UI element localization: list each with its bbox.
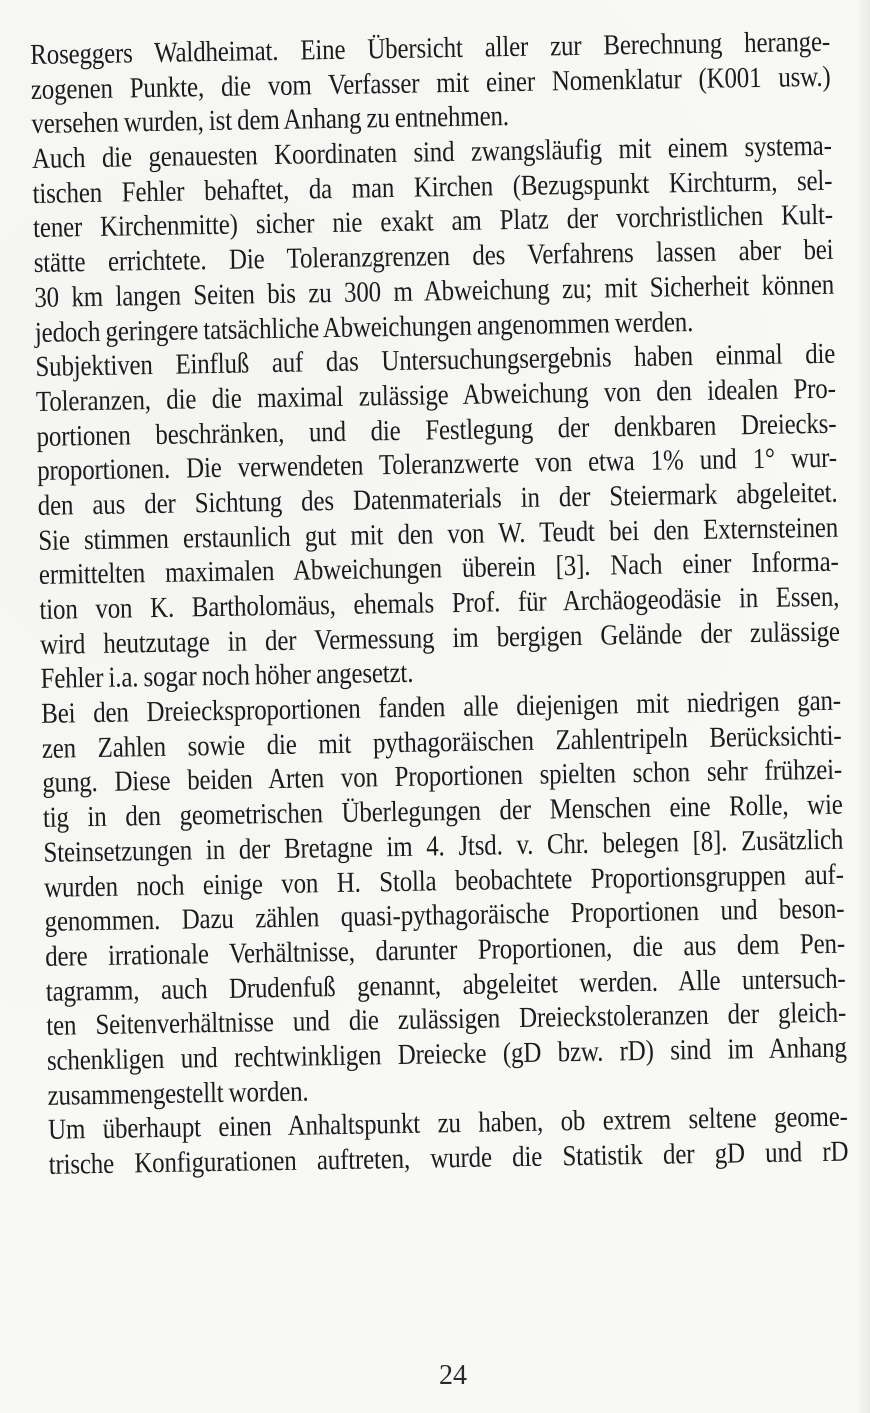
text-line: jedoch geringere tatsächliche Abweichungen angenommen werden. bbox=[34, 305, 694, 349]
text-line: zogenen Punkte, die vom Verfasser mit einer Nomenklatur (K001 usw.) bbox=[30, 60, 831, 106]
text-line: tion von K. Bartholomäus, ehemals Prof. für Archäogeodäsie in Essen, bbox=[39, 580, 840, 626]
text-line: 30 km langen Seiten bis zu 300 m Abweichung zu; mit Sicherheit können bbox=[34, 268, 835, 314]
text-line: zen Zahlen sowie die mit pythagoräischen Zahlentripeln Berücksichti- bbox=[41, 719, 842, 765]
body-text bbox=[30, 25, 849, 1183]
text-line: portionen beschränken, und die Festlegung der denkbaren Dreiecks- bbox=[36, 407, 837, 453]
text-line: Um überhaupt einen Anhaltspunkt zu haben, ob extrem seltene geome- bbox=[47, 1100, 849, 1147]
text-line: Steinsetzungen in der Bretagne im 4. Jtsd. v. Chr. belegen [8]. Zusätzlich bbox=[43, 823, 844, 869]
text-line: wurden noch einige von H. Stolla beobachtete Proportionsgruppen auf- bbox=[43, 858, 845, 904]
page-number: 24 bbox=[439, 1360, 467, 1391]
text-line: stätte errichtete. Die Toleranzgrenzen des Verfahrens lassen aber bei bbox=[33, 233, 834, 280]
page-edge-shadow bbox=[856, 0, 870, 1413]
text-line: trische Konfigurationen auftreten, wurde die Statistik der gD und rD bbox=[48, 1135, 849, 1181]
text-line: genommen. Dazu zählen quasi-pythagoräische Proportionen und beson- bbox=[44, 892, 845, 939]
text-line: Fehler i.a. sogar noch höher angesetzt. bbox=[40, 657, 414, 696]
text-line: Bei den Dreiecksproportionen fanden alle diejenigen mit niedrigen gan- bbox=[40, 684, 842, 730]
text-line: Toleranzen, die die maximal zulässige Abweichung von den idealen Pro- bbox=[35, 372, 836, 418]
text-line: tener Kirchenmitte) sicher nie exakt am Platz der vorchristlichen Kult- bbox=[32, 199, 834, 245]
text-line: wird heutzutage in der Vermessung im bergigen Gelände der zulässige bbox=[39, 615, 841, 661]
text-line: Subjektiven Einfluß auf das Untersuchungsergebnis haben einmal die bbox=[35, 337, 836, 384]
text-line: Sie stimmen erstaunlich gut mit den von W. Teudt bei den Externsteinen bbox=[38, 511, 839, 557]
text-line: gung. Diese beiden Arten von Proportionen spielten schon sehr frühzei- bbox=[42, 754, 843, 800]
text-line: versehen wurden, ist dem Anhang zu entnehmen. bbox=[31, 100, 510, 141]
text-line: zusammengestellt worden. bbox=[47, 1075, 309, 1112]
text-line: ten Seitenverhältnisse und die zulässigen Dreieckstoleranzen der gleich- bbox=[46, 996, 847, 1043]
text-line: Auch die genauesten Koordinaten sind zwangsläufig mit einem systema- bbox=[31, 129, 832, 176]
text-line: den aus der Sichtung des Datenmaterials in der Steiermark abgeleitet. bbox=[37, 476, 838, 522]
text-line: proportionen. Die verwendeten Toleranzwerte von etwa 1% und 1° wur- bbox=[36, 441, 838, 488]
text-line: schenkligen und rechtwinkligen Dreiecke (gD bzw. rD) sind im Anhang bbox=[46, 1031, 847, 1077]
text-line: tischen Fehler behaftet, da man Kirchen (Bezugspunkt Kirchturm, sel- bbox=[32, 164, 833, 210]
text-line: tagramm, auch Drudenfuß genannt, abgeleitet werden. Alle untersuch- bbox=[45, 962, 846, 1008]
text-line: ermittelten maximalen Abweichungen überein [3]. Nach einer Informa- bbox=[38, 545, 839, 592]
text-line: Roseggers Waldheimat. Eine Übersicht aller zur Berechnung herange- bbox=[30, 25, 831, 71]
text-line: dere irrationale Verhältnisse, darunter Proportionen, die aus dem Pen- bbox=[44, 927, 846, 973]
text-line: tig in den geometrischen Überlegungen der Menschen eine Rolle, wie bbox=[42, 788, 843, 835]
